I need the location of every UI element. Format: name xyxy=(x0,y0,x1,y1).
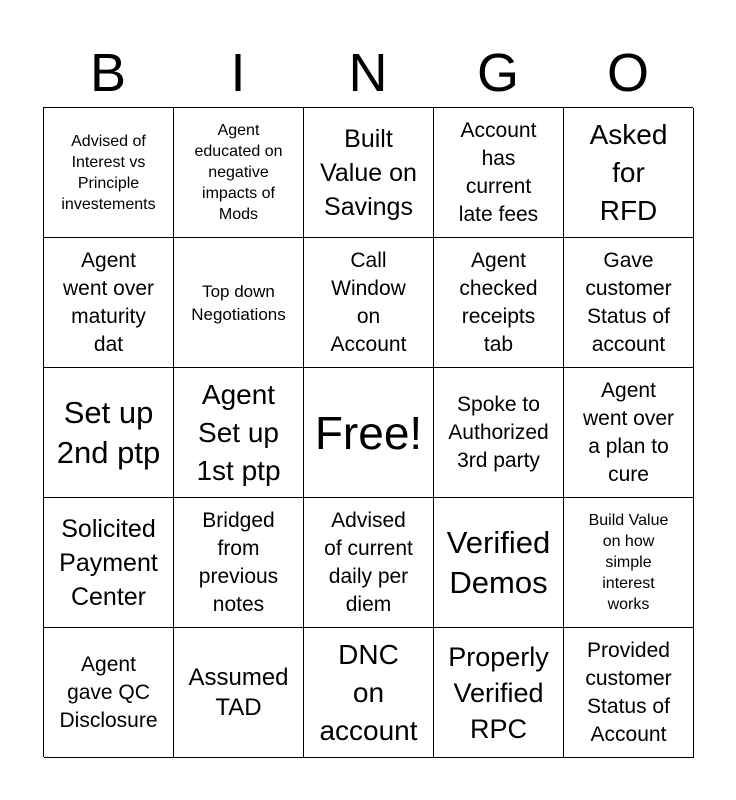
bingo-cell[interactable] xyxy=(434,368,564,498)
cell-text: Build Value on how simple interest works xyxy=(588,512,669,613)
cell-text: Solicited Payment Center xyxy=(59,514,158,611)
header-letter-g: G xyxy=(476,43,519,103)
bingo-cell[interactable] xyxy=(434,108,564,238)
cell-text: Gave customer Status of account xyxy=(585,248,672,356)
bingo-cell[interactable] xyxy=(434,628,564,758)
bingo-cell[interactable] xyxy=(434,238,564,368)
cell-text: Advised of current daily per diem xyxy=(324,508,413,616)
bingo-cell[interactable] xyxy=(174,238,304,368)
cell-text: DNC on account xyxy=(319,638,418,746)
cell-text: Asked for RFD xyxy=(589,118,668,226)
free-space-cell[interactable] xyxy=(304,368,434,498)
bingo-cell[interactable] xyxy=(304,238,434,368)
cell-text: Advised of Interest vs Principle investements xyxy=(61,132,156,213)
bingo-cell[interactable] xyxy=(304,498,434,628)
bingo-cell[interactable] xyxy=(174,498,304,628)
cell-text: Account has current late fees xyxy=(458,118,539,226)
cell-text: Bridged from previous notes xyxy=(198,508,279,616)
cell-text: Agent gave QC Disclosure xyxy=(59,652,158,732)
bingo-cell[interactable] xyxy=(434,498,564,628)
cell-text: Agent went over a plan to cure xyxy=(582,378,675,486)
bingo-cell[interactable] xyxy=(564,238,694,368)
cell-text: Free! xyxy=(314,406,423,459)
bingo-cell[interactable] xyxy=(174,108,304,238)
bingo-cell[interactable] xyxy=(564,498,694,628)
bingo-cell[interactable] xyxy=(304,108,434,238)
cell-text: Agent checked receipts tab xyxy=(459,248,538,356)
bingo-card-grid xyxy=(43,107,693,757)
bingo-cell[interactable] xyxy=(174,368,304,498)
cell-text: Properly Verified RPC xyxy=(448,641,549,744)
cell-text: Agent Set up 1st ptp xyxy=(196,378,281,486)
cell-text: Assumed TAD xyxy=(188,663,289,721)
cell-text: Top down Negotiations xyxy=(191,281,286,324)
cell-text: Verified Demos xyxy=(446,524,551,600)
cell-text: Provided customer Status of Account xyxy=(585,638,672,746)
header-letter-n: N xyxy=(348,43,388,103)
bingo-cell[interactable] xyxy=(44,368,174,498)
bingo-cell[interactable] xyxy=(564,108,694,238)
bingo-cell[interactable] xyxy=(304,628,434,758)
bingo-cell[interactable] xyxy=(44,108,174,238)
header-letter-i: I xyxy=(230,43,246,103)
cell-text: Agent educated on negative impacts of Mods xyxy=(194,122,283,223)
header-letter-o: O xyxy=(606,43,649,103)
cell-text: Agent went over maturity dat xyxy=(62,248,155,356)
cell-text: Spoke to Authorized 3rd party xyxy=(448,392,549,472)
cell-text: Set up 2nd ptp xyxy=(56,394,161,470)
cell-text: Built Value on Savings xyxy=(320,124,417,221)
bingo-cell[interactable] xyxy=(174,628,304,758)
header-letter-b: B xyxy=(89,43,127,103)
bingo-cell[interactable] xyxy=(564,628,694,758)
bingo-header xyxy=(43,40,693,106)
cell-text: Call Window on Account xyxy=(330,248,407,356)
bingo-cell[interactable] xyxy=(44,498,174,628)
bingo-cell[interactable] xyxy=(564,368,694,498)
bingo-cell[interactable] xyxy=(44,238,174,368)
bingo-cell[interactable] xyxy=(44,628,174,758)
